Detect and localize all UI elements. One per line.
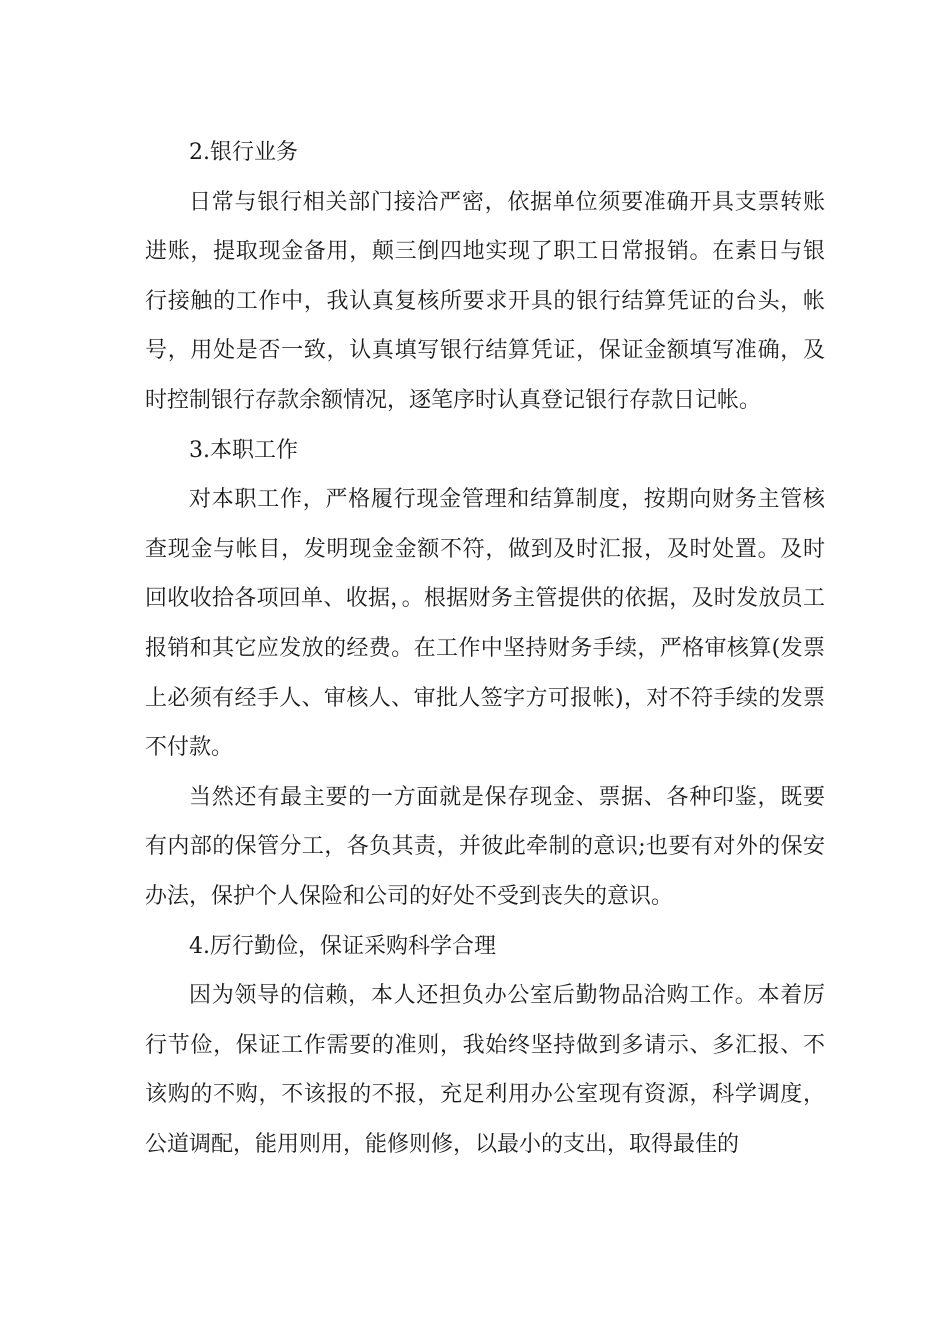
paragraph-safekeeping: 当然还有最主要的一方面就是保存现金、票据、各种印鉴，既要有内部的保管分工，各负其责，并彼此牵制的意识;也要有对外的保安办法，保护个人保险和公司的好处不受到丧失的意识。 (145, 784, 825, 909)
section-heading-frugal-procurement: 4.厉行勤俭，保证采购科学合理 (189, 933, 496, 959)
paragraph-bank-business: 日常与银行相关部门接洽严密，依据单位须要准确开具支票转账进账，提取现金备用，颠三倒四地实现了职工日常报销。在素日与银行接触的工作中，我认真复核所要求开具的银行结算凭证的台头，帐号，用处是否一致，认真填写银行结算凭证，保证金额填写准确，及时控制银行存款余额情况，逐笔序时认真登记银行存款日记帐。 (145, 189, 825, 413)
document-body (145, 128, 825, 1169)
section-heading-bank-business: 2.银行业务 (189, 140, 298, 165)
section-heading-own-work: 3.本职工作 (189, 437, 298, 463)
paragraph-own-work: 对本职工作，严格履行现金管理和结算制度，按期向财务主管核查现金与帐目，发明现金金额不符，做到及时汇报，及时处置。及时回收收拾各项回单、收据，。根据财务主管提供的依据，及时发放员工报销和其它应发放的经费。在工作中坚持财务手续，严格审核算(发票上必须有经手人、审核人、审批人签字方可报帐)，对不符手续的发票不付款。 (145, 487, 825, 761)
paragraph-procurement: 因为领导的信赖，本人还担负办公室后勤物品洽购工作。本着厉行节俭，保证工作需要的准则，我始终坚持做到多请示、多汇报、不该购的不购，不该报的不报，充足利用办公室现有资源，科学调度，公道调配，能用则用，能修则修，以最小的支出，取得最佳的 (145, 983, 825, 1157)
